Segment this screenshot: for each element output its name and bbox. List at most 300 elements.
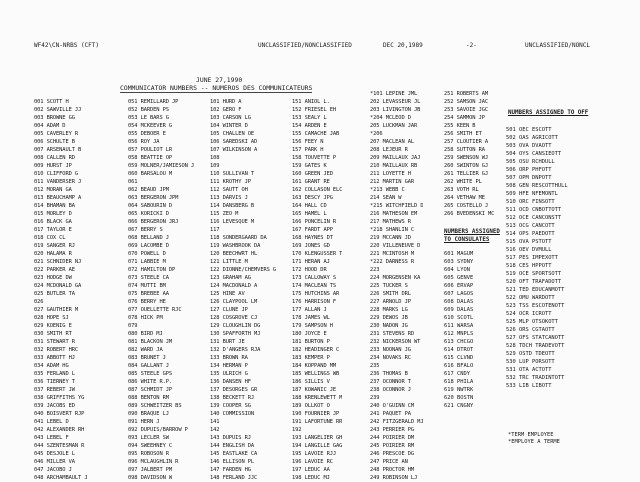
list-item: 516 OEV DVMULL: [506, 247, 552, 253]
list-item: 153 SEALY L: [292, 115, 327, 121]
consulates-heading-line-1: NUMBERS ASSIGNED: [444, 229, 500, 235]
list-item: 011 VANDERSER J: [34, 179, 82, 185]
list-item: 189 OLLKOT O: [292, 403, 330, 409]
list-item: 230 NADON JG: [370, 323, 408, 329]
list-item: 529 OSTD TDEOTT: [506, 351, 555, 357]
list-item: 004 ADAM D: [34, 123, 66, 129]
list-item: *215 WITCHFIELD D: [370, 203, 424, 209]
list-item: 518 CES HPPOTT: [506, 263, 552, 269]
list-item: 266 BVEDENSKI MC: [444, 211, 495, 217]
list-item: 178 JAMES WL: [292, 315, 330, 321]
list-item: 001 SCOTT H: [34, 99, 69, 105]
list-item: 606 ERVAP: [444, 283, 474, 289]
list-item: 243 PERRIER PG: [370, 427, 415, 433]
list-item: 086 WHITE R.P.: [128, 379, 173, 385]
list-item: 245 POIRIER RM: [370, 443, 415, 449]
list-item: 212 MARTIN GAR: [370, 179, 415, 185]
list-item: 262 WHITE PL: [444, 179, 482, 185]
list-item: 247 PRICE AN: [370, 459, 408, 465]
list-item: 530 LUP PORSOTT: [506, 359, 555, 365]
list-item: 170 KLENGUSSER T: [292, 251, 343, 257]
entry-column-4: [292, 98, 342, 482]
document-date: DEC 20,1989: [383, 42, 423, 49]
list-item: 194 LANGILLE GAG: [292, 443, 343, 449]
list-item: 137 DESORGES GR: [210, 387, 258, 393]
list-item: 157 PARK H: [292, 147, 324, 153]
list-item: 260 SWINTON GJ: [444, 163, 489, 169]
list-item: 022 PARKER AE: [34, 267, 75, 273]
list-item: 063 BERGERON JPM: [128, 195, 179, 201]
list-item: 072 HAMILTON DP: [128, 267, 176, 273]
list-item: 115 ZEO M: [210, 211, 239, 217]
list-item: 172 HOOD DR: [292, 267, 327, 273]
list-item: 145 EASTLAKE CA: [210, 451, 258, 457]
list-item: 169 JONES GD: [292, 243, 330, 249]
list-item: 523 TSS ESCOTENOTT: [506, 303, 565, 309]
list-item: 128 COSGROVE CJ: [210, 315, 258, 321]
list-item: 504 OYS CANSIEOTT: [506, 151, 562, 157]
list-item: 527 OFS STATCANOTT: [506, 335, 565, 341]
list-item: 025 BUTLER TA: [34, 291, 75, 297]
list-item: 101 HURD A: [210, 99, 242, 105]
list-item: *213 WEBB C: [370, 187, 405, 193]
list-item: 023 HODGE DW: [34, 275, 72, 281]
list-item: 238 OCONNOR J: [370, 387, 411, 393]
list-item: 533 LIB LIBOTT: [506, 383, 552, 389]
list-item: 135 ULRICH G: [210, 371, 248, 377]
list-item: *101 LEPINE JML: [370, 91, 418, 97]
list-item: 091 HERN J: [128, 419, 160, 425]
list-item: 093 LECLER SW: [128, 435, 169, 441]
list-item: 185 WELLINGS WB: [292, 371, 340, 377]
list-item: 005 CAVERLEY R: [34, 131, 79, 137]
list-item: 073 STEELE CA: [128, 275, 169, 281]
list-item: 229 DEWOS JB: [370, 315, 408, 321]
list-item: 202 LEVASSEUR JL: [370, 99, 421, 105]
list-item: 210 MAILLAUX RB: [370, 163, 418, 169]
list-item: 193 LANGELIER GH: [292, 435, 343, 441]
list-item: 507 OPM DNPOTT: [506, 175, 552, 181]
footnote-line-1: *TERM EMPLOYEE: [508, 432, 554, 438]
list-item: 061: [128, 179, 138, 185]
list-item: 103 CARSON LG: [210, 115, 251, 121]
list-item: 119 WASHBROOK DA: [210, 243, 261, 249]
entry-column-5: [370, 90, 423, 482]
list-item: 071 LABBIE M: [128, 259, 166, 265]
list-item: 059 MOLNER/JAMIESON J: [128, 163, 195, 169]
list-item: 139 COOPER SG: [210, 403, 251, 409]
list-item: 520 OFT TRAFADOTT: [506, 279, 562, 285]
list-item: 156 FEEY N: [292, 139, 324, 145]
list-item: 012 MORAN GA: [34, 187, 72, 193]
list-item: 255 KEEN B: [444, 123, 476, 129]
list-item: *222 DARNESS R: [370, 259, 415, 265]
list-item: 047 JACOBO J: [34, 467, 72, 473]
list-item: 081 BLACKON JM: [128, 339, 173, 345]
list-item: 514 OPS PAEDOTT: [506, 231, 555, 237]
list-item: 033 ABBOTT HJ: [34, 355, 75, 361]
list-item: 219 MCCANN JD: [370, 235, 411, 241]
list-item: 610 SCOTL: [444, 315, 474, 321]
list-item: 532 TRC TRADINTOTT: [506, 375, 565, 381]
list-item: 235: [370, 363, 380, 369]
list-item: 211 LOYETTE H: [370, 171, 411, 177]
list-item: [444, 442, 473, 450]
list-item: 611 WARSA: [444, 323, 474, 329]
list-item: 028 HOPE SJ: [34, 315, 69, 321]
list-item: 062 BEAUD JPM: [128, 187, 169, 193]
list-item: 522 OMU WARDOTT: [506, 295, 555, 301]
list-item: 511 OCD CNBOTTOTT: [506, 207, 562, 213]
list-item: 191 LAFORTUNE RR: [292, 419, 343, 425]
list-item: 265 COSTELLO J: [444, 203, 489, 209]
list-item: 615 CLVND: [444, 355, 474, 361]
list-item: 116 LEVESQUE M: [210, 219, 255, 225]
list-item: 041 LEBEL D: [34, 419, 69, 425]
list-item: 140 COMMISSION: [210, 411, 255, 417]
list-item: 160 GREEN JED: [292, 171, 333, 177]
list-item: 503 OVA DVAOTT: [506, 143, 552, 149]
list-item: 085 STEELE GPS: [128, 371, 173, 377]
list-item: 020 HALAMA R: [34, 251, 72, 257]
list-item: 183 KEMPER P: [292, 355, 330, 361]
list-item: 173 CALLOWAY S: [292, 275, 337, 281]
list-item: 251 ROBERTS AM: [444, 91, 489, 97]
list-item: 133 BROWN RA: [210, 355, 248, 361]
list-item: 517 PES IMPEXOTT: [506, 255, 558, 261]
list-item: 117: [210, 227, 220, 233]
list-item: 613 CHCGO: [444, 339, 474, 345]
list-item: 159 GATES K: [292, 163, 327, 169]
list-item: 221 MCINTOSH M: [370, 251, 415, 257]
numbers-assigned-consulates-heading: [444, 228, 500, 244]
list-item: 513 OCG CANCOTT: [506, 223, 555, 229]
list-item: 143 DUPUIS RJ: [210, 435, 251, 441]
list-item: 220 VILLENEUVE D: [370, 243, 421, 249]
list-item: 142: [210, 427, 220, 433]
list-item: [444, 418, 473, 426]
list-item: 039 JACOBS ED: [34, 403, 75, 409]
list-item: *218 SHANLIN C: [370, 227, 415, 233]
list-item: 031 STEWART R: [34, 339, 75, 345]
list-item: 035 FERLAND L: [34, 371, 75, 377]
list-item: 198 LEDUC MJ: [292, 475, 330, 481]
list-item: 502 OAS AGRICOTT: [506, 135, 558, 141]
list-item: 621 CNGNY: [444, 403, 474, 409]
list-item: 177 ALLAN J: [292, 307, 327, 313]
list-item: 263 VOTH RL: [444, 187, 479, 193]
list-item: 089 SCHWEITZER BS: [128, 403, 182, 409]
list-item: 192: [292, 427, 302, 433]
list-item: 077 OUELLETTE RJC: [128, 307, 182, 313]
list-item: 505 OSU RCHDULL: [506, 159, 555, 165]
list-item: 261 TELLIER GJ: [444, 171, 489, 177]
list-item: 252 SAMSON JAC: [444, 99, 489, 105]
list-item: *206: [370, 131, 383, 137]
list-item: 121 LITTLE M: [210, 259, 248, 265]
list-item: 227 ARNOLD JP: [370, 299, 411, 305]
list-item: 009 HURST JP: [34, 163, 72, 169]
list-item: 002 SAWVILLE JJ: [34, 107, 82, 113]
list-item: 618 PHILA: [444, 379, 474, 385]
list-item: 515 OVA PSTOTT: [506, 239, 552, 245]
list-item: 066 BERGERON JRJ: [128, 219, 179, 225]
list-item: 508 GEN RESCOTTHULL: [506, 183, 568, 189]
list-item: 236 THOMAS B: [370, 371, 408, 377]
list-item: 214 SEAN W: [370, 195, 402, 201]
list-item: 240 O'GUINN CM: [370, 403, 415, 409]
list-item: 254 SAMMON JP: [444, 115, 485, 121]
list-item: 113 DARVIS J: [210, 195, 248, 201]
entry-column-6: [444, 90, 494, 218]
list-item: 114 DANSBERG B: [210, 203, 255, 209]
list-item: 167 FARDT APP: [292, 227, 333, 233]
list-item: 608 DALAS: [444, 299, 474, 305]
list-item: 603 SYDNY: [444, 259, 474, 265]
list-item: 171 HERAN AJ: [292, 259, 330, 265]
list-item: 104 WINTER D: [210, 123, 248, 129]
list-item: 176 HARRISON F: [292, 299, 337, 305]
list-item: 163 DESCY JPG: [292, 195, 333, 201]
list-item: 188 KRENLEWETT M: [292, 395, 343, 401]
list-item: 076 BERRY HE: [128, 299, 166, 305]
list-item: 509 HFE NFEMONTL: [506, 191, 558, 197]
list-item: 007 ARSENAULT B: [34, 147, 82, 153]
list-item: 257 CLOUTIER A: [444, 139, 489, 145]
list-item: 090 BRAQUE LJ: [128, 411, 169, 417]
list-item: 207 MACLEAN AL: [370, 139, 415, 145]
list-item: 016 BLACK GA: [34, 219, 72, 225]
assigned-column: [506, 126, 568, 390]
list-item: 042 ALEXANDER RH: [34, 427, 85, 433]
list-item: 225 TUCKER S: [370, 283, 408, 289]
list-item: 232 NICKERSON WT: [370, 339, 421, 345]
list-item: [444, 410, 473, 418]
list-item: 244 POIRIER DM: [370, 435, 415, 441]
list-item: 078 HICK PM: [128, 315, 163, 321]
list-item: 525 MLP OTSOKOTT: [506, 319, 558, 325]
list-item: 604 LYON: [444, 267, 470, 273]
list-item: 053 LE BARS G: [128, 115, 169, 121]
list-item: 246 PRESCOE DG: [370, 451, 415, 457]
list-item: 259 SWENSON WJ: [444, 155, 489, 161]
list-item: 130 SPAFFORTH MJ: [210, 331, 261, 337]
list-item: 068 BELLAND J: [128, 235, 169, 241]
list-item: 017 TAYLOR E: [34, 227, 72, 233]
list-item: 013 BEAUCHAMP A: [34, 195, 82, 201]
footnote: [508, 432, 560, 446]
list-item: 524 OCR ICROTT: [506, 311, 552, 317]
list-item: 095 ROBOSON R: [128, 451, 169, 457]
list-item: 144 ENGLISH DA: [210, 443, 255, 449]
list-item: 021 SCHNIDER NJ: [34, 259, 82, 265]
list-item: 186 SILLIS V: [292, 379, 330, 385]
list-item: 112 SAUTT OH: [210, 187, 248, 193]
list-item: 083 BRUNET J: [128, 355, 166, 361]
list-item: 168 HAYNES DT: [292, 235, 333, 241]
list-item: 024 MCDONALD GA: [34, 283, 82, 289]
list-item: 224 MORGENSEN KA: [370, 275, 421, 281]
list-date: JUNE 27,1990: [196, 76, 243, 84]
list-item: 151 ANIOL L.: [292, 99, 330, 105]
list-item: 614 DTROT: [444, 347, 474, 353]
list-item: 190 FOURNIER JP: [292, 411, 340, 417]
list-item: 528 TDCH TRADEVOTT: [506, 343, 565, 349]
list-item: 107 WILKINSON A: [210, 147, 258, 153]
list-item: 118 SONDERGAARD DA: [210, 235, 267, 241]
list-item: 223: [370, 267, 380, 273]
list-item: 015 MORLEY D: [34, 211, 72, 217]
list-item: 256 SMITH ET: [444, 131, 482, 137]
list-item: 234 NOVAKS RC: [370, 355, 411, 361]
list-item: 097 JALBERT PM: [128, 467, 173, 473]
list-item: 125 HINE AV: [210, 291, 245, 297]
list-item: 152 FRIESEL EH: [292, 107, 337, 113]
list-item: 098 DAVIDSON W: [128, 475, 173, 481]
list-item: 154 ARDEN E: [292, 123, 327, 129]
list-item: 141: [210, 419, 220, 425]
list-item: 046 MILLER VA: [34, 459, 75, 465]
list-item: 155 CAMACHE JAB: [292, 131, 340, 137]
list-item: 134 HERMAN P: [210, 363, 248, 369]
document-code: WF42\CN-NRBS (CFT): [34, 42, 100, 49]
list-item: 148 FERLAND JJC: [210, 475, 258, 481]
list-item: 601 MAGUM: [444, 251, 474, 257]
list-item: 203 LIVINGTON JB: [370, 107, 421, 113]
list-item: 087 SCHMIDT JP: [128, 387, 173, 393]
list-item: 241 PAQUET PA: [370, 411, 411, 417]
list-item: 014 BHAMAN BA: [34, 203, 75, 209]
list-item: 175 HUTCHINS AR: [292, 291, 340, 297]
list-item: 146 ELLISON PL: [210, 459, 255, 465]
list-item: 026: [34, 299, 44, 305]
list-item: 264 VETHAW ME: [444, 195, 485, 201]
footnote-line-2: *EMPLOYE A TERME: [508, 439, 560, 445]
list-item: 052 BARDEN PS: [128, 107, 169, 113]
list-item: 609 DALAS: [444, 307, 474, 313]
list-item: 184 KOPPAND MM: [292, 363, 337, 369]
list-item: 166 PONCELIN R: [292, 219, 337, 225]
list-item: 521 TED EDUCANMOTT: [506, 287, 565, 293]
entry-column-1: [34, 98, 87, 482]
list-item: 195 LAVOIE RJJ: [292, 451, 337, 457]
list-item: [444, 434, 473, 442]
list-item: 122 DIONNE/CHEMVERS G: [210, 267, 277, 273]
list-item: 108: [210, 155, 220, 161]
list-item: 027 GAUTHIER M: [34, 307, 79, 313]
list-item: 102 GERO F: [210, 107, 242, 113]
list-item: 174 MACLEAN TS: [292, 283, 337, 289]
list-item: 105 CHALLEN OE: [210, 131, 255, 137]
list-item: 079: [128, 323, 138, 329]
list-item: 096 MCLAUGHLIN R: [128, 459, 179, 465]
list-item: 231 STEVENS RD: [370, 331, 415, 337]
list-item: 233 NOONAN JG: [370, 347, 411, 353]
entry-column-3: [210, 98, 276, 482]
list-item: 138 BECKETT RJ: [210, 395, 255, 401]
list-item: 129 CLOUGHLIN DG: [210, 323, 261, 329]
list-item: 161 GRANT RE: [292, 179, 330, 185]
list-item: 181 BURTON P: [292, 339, 330, 345]
list-item: 228 MARKS LG: [370, 307, 408, 313]
list-item: 055 DEBOER E: [128, 131, 166, 137]
list-item: 512 OCE CANCONSTT: [506, 215, 562, 221]
list-item: 187 KOWANIC JE: [292, 387, 337, 393]
page-number: -2-: [466, 42, 477, 49]
list-item: 253 SAVOIE JGC: [444, 107, 489, 113]
entry-column-2: [128, 98, 194, 482]
list-item: 064 SABOURIN D: [128, 203, 173, 209]
list-item: 030 SMITH RT: [34, 331, 72, 337]
list-item: 147 FARDEN HG: [210, 467, 251, 473]
list-item: 519 OCE SPORTSOTT: [506, 271, 562, 277]
list-item: 067 BERRY S: [128, 227, 163, 233]
list-item: *204 MCLEOD D: [370, 115, 411, 121]
list-item: 180 JOYCE E: [292, 331, 327, 337]
list-item: 132 D'ANGERS RJA: [210, 347, 261, 353]
list-item: 003 BROWNE GG: [34, 115, 75, 121]
list-item: 057 POULIOT LR: [128, 147, 173, 153]
list-item: 094 SWEEHNEY C: [128, 443, 173, 449]
list-item: 018 COX CL: [34, 235, 66, 241]
list-item: 217 MATHEWS R: [370, 219, 411, 225]
list-item: 205 LUCKMAN JAR: [370, 123, 418, 129]
list-item: 075 BREBEE AA: [128, 291, 169, 297]
list-item: 056 ROY JA: [128, 139, 160, 145]
list-item: 029 KOENIG E: [34, 323, 72, 329]
list-item: 106 SAREDSKI AD: [210, 139, 258, 145]
list-item: 070 POWELL D: [128, 251, 166, 257]
list-item: 617 CNDY: [444, 371, 470, 377]
list-item: 058 BEATTIE OP: [128, 155, 173, 161]
classification-marking-right: UNCLASSIFIED/NONCL: [525, 42, 591, 49]
list-item: 092 DUPUIS/BARROW P: [128, 427, 188, 433]
list-item: 136 DANSEN HF: [210, 379, 251, 385]
list-item: 123 GRAHAM AG: [210, 275, 251, 281]
list-item: 182 HEADINGER C: [292, 347, 340, 353]
list-item: 237 OCONNOR T: [370, 379, 411, 385]
list-item: 242 FITZGERALD MJ: [370, 419, 424, 425]
list-item: 216 MATHESON EM: [370, 211, 418, 217]
list-item: 008 CALLEN RD: [34, 155, 75, 161]
list-item: 088 BENTON RM: [128, 395, 169, 401]
list-item: 051 REMILLARD JP: [128, 99, 179, 105]
list-item: 501 OEC ESCOTT: [506, 127, 552, 133]
list-item: [444, 426, 473, 434]
list-item: 607 LAGOS: [444, 291, 474, 297]
list-item: 034 ADAM HG: [34, 363, 69, 369]
list-item: 043 LEBEL F: [34, 435, 69, 441]
list-item: 164 HALL CD: [292, 203, 327, 209]
list-item: 165 HAMEL L: [292, 211, 327, 217]
list-item: 110 SULLIVAN T: [210, 171, 255, 177]
list-item: 084 GALLANT J: [128, 363, 169, 369]
list-item: 158 TOUVETTE P: [292, 155, 337, 161]
list-item: 032 ROBERT HRC: [34, 347, 79, 353]
list-item: 082 WARD JA: [128, 347, 163, 353]
list-item: 510 ORC FINSOTT: [506, 199, 555, 205]
list-item: 120 BEECHWRT HL: [210, 251, 258, 257]
list-item: 209 MAILLAUX JAJ: [370, 155, 421, 161]
list-item: 069 LACOMBE D: [128, 243, 169, 249]
consulate-column: [444, 250, 473, 450]
list-item: 612 MNPLS: [444, 331, 474, 337]
list-item: 124 MACDONALD A: [210, 283, 258, 289]
list-item: 037 REBERT JW: [34, 387, 75, 393]
list-item: 249 ROBINSON LJ: [370, 475, 418, 481]
list-item: 258 SUTTON RA: [444, 147, 485, 153]
numbers-assigned-heading: NUMBERS ASSIGNED TO OFF: [508, 110, 589, 116]
